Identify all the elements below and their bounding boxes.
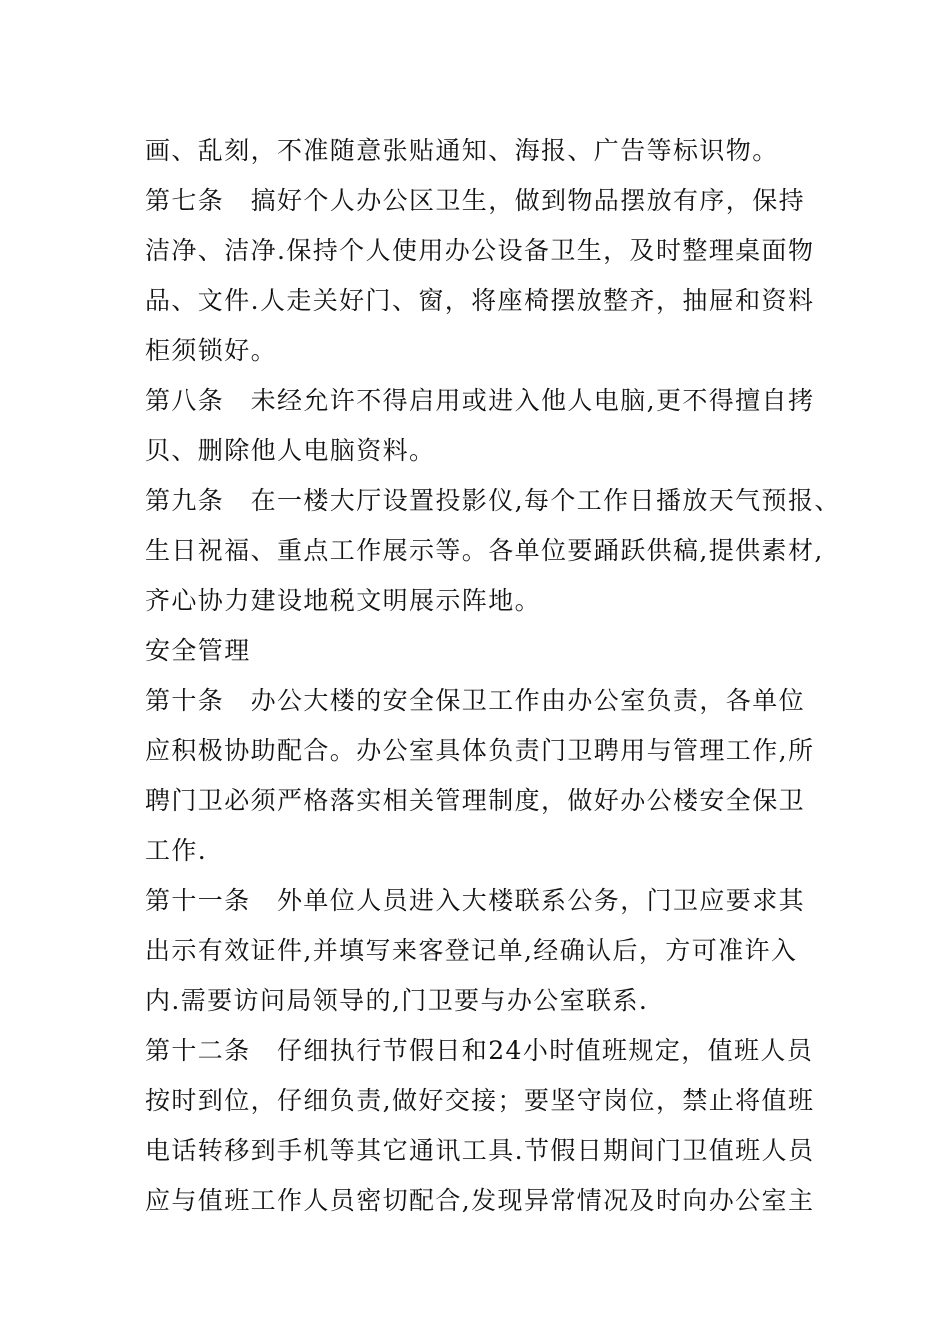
text-line: 应积极协助配合。办公室具体负责门卫聘用与管理工作,所 xyxy=(145,736,815,765)
text-line: 工作. xyxy=(145,836,208,865)
text-line: 电话转移到手机等其它通讯工具.节假日期间门卫值班人员 xyxy=(145,1136,815,1165)
text-line: 第九条 在一楼大厅设置投影仪,每个工作日播放天气预报、 xyxy=(145,486,841,515)
document-body xyxy=(145,126,841,1226)
text-line: 第七条 搞好个人办公区卫生，做到物品摆放有序，保持 xyxy=(145,186,806,215)
text-line: 齐心协力建设地税文明展示阵地。 xyxy=(145,586,542,615)
text-line: 贝、删除他人电脑资料。 xyxy=(145,436,436,465)
text-line: 第十条 办公大楼的安全保卫工作由办公室负责，各单位 xyxy=(145,686,806,715)
text-line: 聘门卫必须严格落实相关管理制度，做好办公楼安全保卫 xyxy=(145,786,806,815)
section-heading: 安全管理 xyxy=(145,636,251,665)
text-line: 柜须锁好。 xyxy=(145,336,278,365)
text-line: 品、文件.人走关好门、窗，将座椅摆放整齐，抽屉和资料 xyxy=(145,286,815,315)
text-line: 洁净、洁净.保持个人使用办公设备卫生，及时整理桌面物 xyxy=(145,236,815,265)
text-line: 内.需要访问局领导的,门卫要与办公室联系. xyxy=(145,986,649,1015)
text-line: 第十一条 外单位人员进入大楼联系公务，门卫应要求其 xyxy=(145,886,806,915)
text-line: 第八条 未经允许不得启用或进入他人电脑,更不得擅自拷 xyxy=(145,386,815,415)
text-line: 生日祝福、重点工作展示等。各单位要踊跃供稿,提供素材, xyxy=(145,536,824,565)
text-line: 出示有效证件,并填写来客登记单,经确认后，方可准许入 xyxy=(145,936,798,965)
text-line: 第十二条 仔细执行节假日和24小时值班规定，值班人员 xyxy=(145,1036,814,1065)
text-line: 画、乱刻，不准随意张贴通知、海报、广告等标识物。 xyxy=(145,136,779,165)
text-line: 应与值班工作人员密切配合,发现异常情况及时向办公室主 xyxy=(145,1186,815,1215)
text-line: 按时到位，仔细负责,做好交接；要坚守岗位，禁止将值班 xyxy=(145,1086,815,1115)
